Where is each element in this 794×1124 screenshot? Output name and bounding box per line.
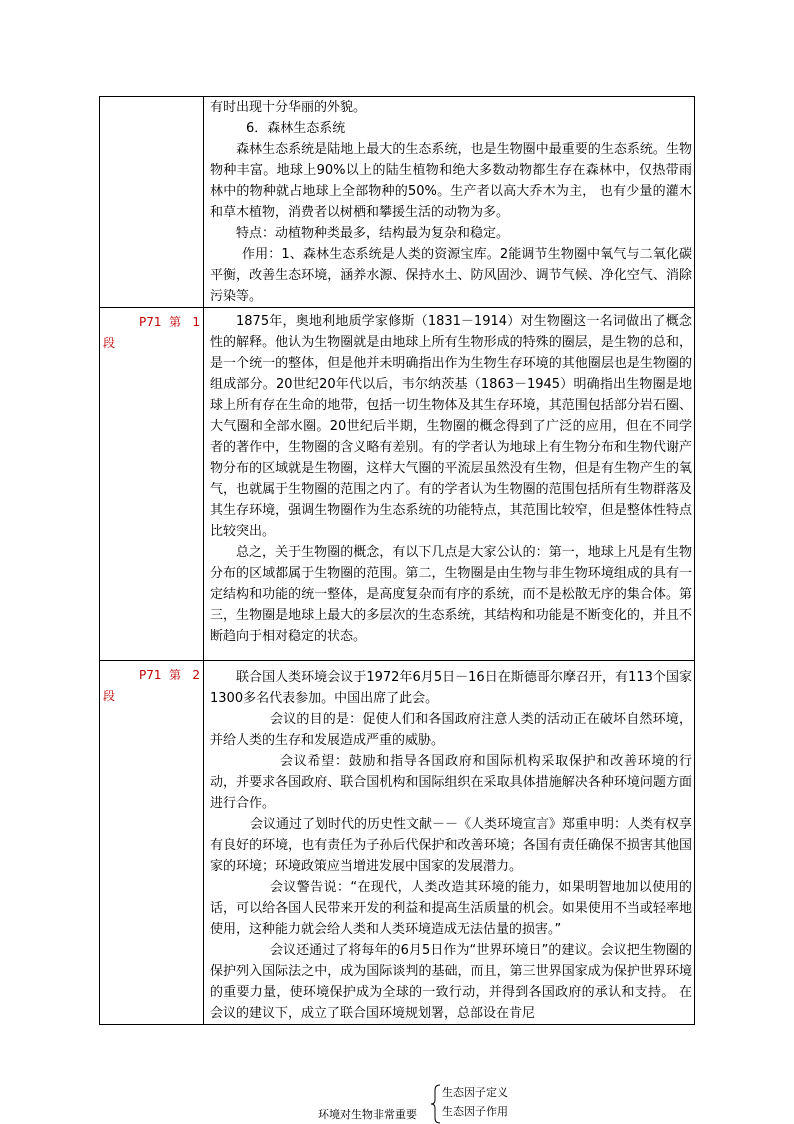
paragraph: 会议通过了划时代的历史性文献－－《人类环境宣言》郑重申明：人类有权享有良好的环境，也有责任为子孙后代保护和改善环境；各国有责任确保不损害其他国家的环境；环境政策应当增进发展中国家的发展潜力。 — [210, 817, 693, 874]
diagram-branch-label: 生态因子定义 — [442, 1086, 508, 1099]
paragraph: 1875年，奥地利地质学家修斯（1831－1914）对生物圈这一名词做出了概念性的解释。他认为生物圈就是由地球上所有生物形成的特殊的圈层，是生物的总和，是一个统一的整体，但是他并未明确指出作为生物生存环境的其他圈层也是生物圈的组成部分。20世纪20年代以后，韦尔纳茨基（1863－1945）明确指出生物圈是地球上所有存在生命的地带，包括一切生物体及其生存环境，其范围包括部分岩石圈、大气圈和全部水圈。20世纪后半期，生物圈的概念得到了广泛的应用，但在不同学者的著作中，生物圈的含义略有差别。有的学者认为地球上有生物分布和生物代谢产物分布的区域就是生物圈，这样大气圈的平流层虽然没有生物，但是有生物产生的氧气，也就属于生物圈的范围之内了。有的学者认为生物圈的范围包括所有生物群落及其生存环境，强调生物圈作为生态系统的功能特点，其范围比较窄，但是整体性特点比较突出。 — [210, 314, 692, 539]
paragraph: 有时出现十分华丽的外貌。 — [210, 100, 367, 115]
paragraph: 会议希望：鼓励和指导各国政府和国际机构采取保护和改善环境的行动，并要求各国政府、联合国机构和国际组织在采取具体措施解决各种环境问题方面进行合作。 — [210, 754, 692, 811]
section-heading: 6．森林生态系统 — [246, 121, 346, 136]
paragraph: 总之，关于生物圈的概念，有以下几点是大家公认的：第一，地球上凡是有生物分布的区域都属于生物圈的范围。第二，生物圈是由生物与非生物环境组成的具有一定结构和功能的统一整体，是高度复杂而有序的系统，而不是松散无序的集合体。第三，生物圈是地球上最大的多层次的生态系统，其结构和功能是不断变化的，并且不断趋向于相对稳定的状态。 — [210, 545, 692, 644]
row-label-cell — [100, 97, 204, 308]
paragraph: 会议的目的是：促使人们和各国政府注意人类的活动正在破坏自然环境，并给人类的生存和发展造成严重的威胁。 — [210, 712, 692, 748]
row-content-cell — [204, 661, 695, 1025]
brace-icon — [430, 1084, 442, 1124]
paragraph: 会议警告说：“在现代，人类改造其环境的能力，如果明智地加以使用的话，可以给各国人民带来开发的利益和提高生活质量的机会。如果使用不当或轻率地使用，这种能力就会给人类和人类环境造成无法估量的损害。” — [210, 880, 692, 937]
row-label: P71 第 1 段 — [103, 315, 200, 350]
table-row — [100, 661, 695, 1025]
row-label: P71 第 2 段 — [103, 668, 200, 703]
paragraph: 特点：动植物种类最多，结构最为复杂和稳定。 — [236, 226, 510, 241]
row-label-cell — [100, 661, 204, 1025]
paragraph: 联合国人类环境会议于1972年6月5日－16日在斯德哥尔摩召开，有113个国家1300多名代表参加。中国出席了此会。 — [210, 670, 692, 706]
row-label-cell — [100, 308, 204, 661]
row-content-cell — [204, 97, 695, 308]
content-table — [99, 96, 695, 1025]
paragraph: 森林生态系统是陆地上最大的生态系统，也是生物圈中最重要的生态系统。生物物种丰富。地球上90%以上的陆生植物和绝大多数动物都生存在森林中，仅热带雨林中的物种就占地球上全部物种的50%。生产者以高大乔木为主， 也有少量的灌木和草木植物，消费者以树栖和攀援生活的动物为多。 — [210, 142, 692, 220]
table-row — [100, 308, 695, 661]
paragraph: 会议还通过了将每年的6月5日作为“世界环境日”的建议。会议把生物圈的保护列入国际法之中，成为国际谈判的基础，而且，第三世界国家成为保护世界环境的重要力量，使环境保护成为全球的一致行动，并得到各国政府的承认和支持。 在会议的建议下，成立了联合国环境规划署，总部设在肯尼 — [210, 943, 692, 1021]
bracket-diagram — [318, 1082, 538, 1122]
row-content-cell — [204, 308, 695, 661]
diagram-branch-label: 生态因子作用 — [442, 1105, 508, 1118]
paragraph: 作用：1、森林生态系统是人类的资源宝库。2能调节生物圈中氧气与二氧化碳平衡，改善生态环境，涵养水源、保持水土、防风固沙、调节气候、净化空气、消除污染等。 — [210, 247, 692, 304]
table-row — [100, 97, 695, 308]
diagram-root-label: 环境对生物非常重要 — [318, 1108, 417, 1121]
